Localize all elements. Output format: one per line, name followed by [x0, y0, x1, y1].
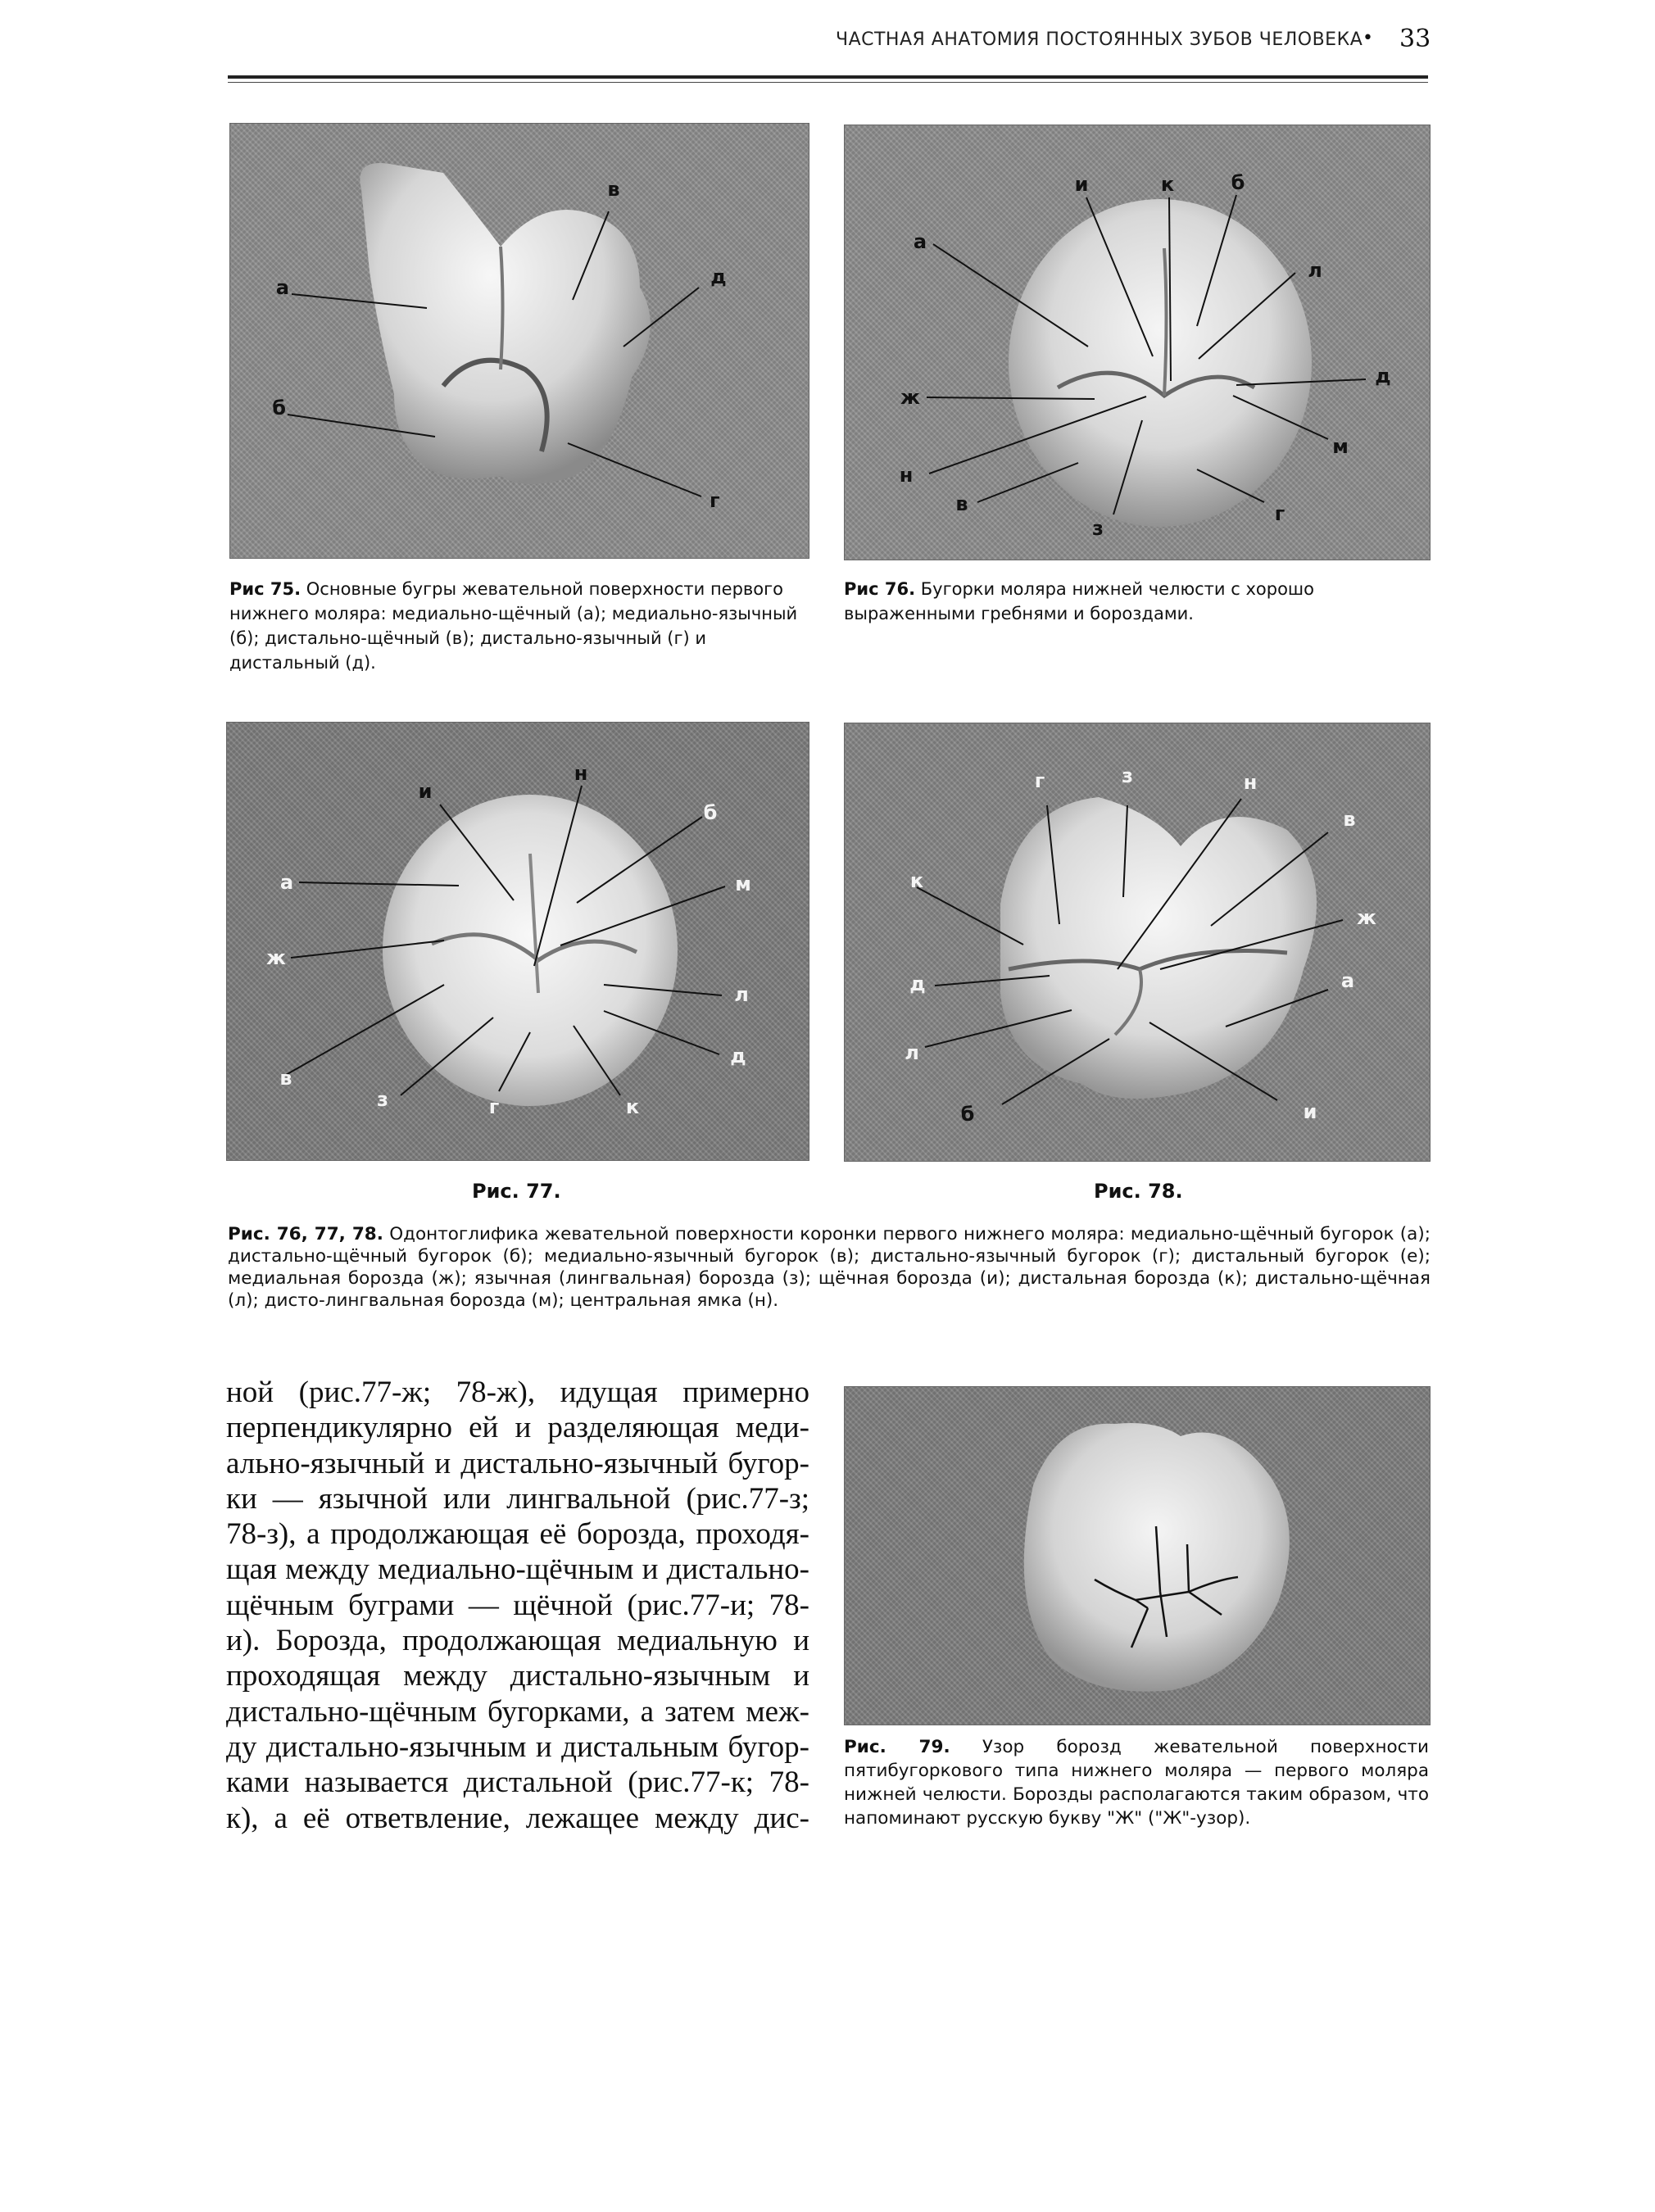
figure-75-photo	[229, 123, 809, 559]
caption-item: медиальная борозда (ж);	[228, 1268, 467, 1289]
label-k: к	[1160, 173, 1175, 196]
caption-item: дистально-щёчный бугорок (б);	[228, 1246, 533, 1267]
label-i: и	[1303, 1100, 1317, 1123]
label-g: г	[1034, 769, 1045, 792]
text-line: к), а её ответвление, лежащее между дис-	[226, 1801, 809, 1835]
label-b: б	[703, 801, 718, 824]
label-v: в	[279, 1067, 292, 1090]
caption-item: дисто-лингвальная борозда (м);	[264, 1290, 565, 1311]
label-k: к	[909, 869, 924, 892]
caption-label: Рис 75.	[229, 579, 302, 599]
label-n: н	[1243, 771, 1258, 794]
caption-item: дистальная борозда (к);	[1018, 1268, 1248, 1289]
label-l: л	[734, 983, 749, 1006]
figure-79-illustration	[845, 1387, 1430, 1725]
caption-label: Рис 76.	[844, 579, 916, 599]
label-v: в	[1343, 808, 1356, 831]
label-m: м	[1332, 435, 1349, 458]
caption-item: центральная ямка (н).	[569, 1290, 779, 1311]
label-k: к	[625, 1095, 640, 1118]
label-zh: ж	[266, 946, 286, 969]
label-a: а	[913, 230, 927, 253]
label-b: б	[960, 1103, 975, 1126]
label-g: г	[1274, 502, 1285, 525]
label-m: м	[735, 873, 751, 895]
label-d: д	[909, 972, 926, 995]
caption-item: дистально-язычный бугорок (г);	[870, 1246, 1181, 1267]
label-g: г	[710, 489, 720, 512]
caption-item: язычная (лингвальная) борозда (з);	[474, 1268, 812, 1289]
text-line: 78-з), а продолжающая её борозда, проходя-	[226, 1517, 809, 1552]
figure-75-illustration	[230, 124, 809, 558]
body-paragraph	[226, 1375, 809, 1836]
label-b: б	[1231, 171, 1245, 194]
caption-text: Бугорки моляра нижней челюсти с хорошо выраженными гребнями и бороздами.	[844, 579, 1314, 623]
caption-item: щёчная борозда (и);	[818, 1268, 1011, 1289]
figure-78-label: Рис. 78.	[1094, 1180, 1183, 1203]
text-line: перпендикулярно ей и разделяющая меди-	[226, 1411, 809, 1445]
tooth-crown	[1024, 1423, 1290, 1692]
text-line: ки — язычной или лингвальной (рис.77-з;	[226, 1481, 809, 1516]
label-d: д	[730, 1045, 746, 1067]
text-line: проходящая между дистально-язычным и	[226, 1659, 809, 1693]
tooth-crown	[360, 163, 651, 484]
label-a: а	[1340, 969, 1355, 992]
figure-78-photo	[844, 723, 1431, 1162]
caption-text: Узор борозд жевательной поверхности пятибугоркового типа нижнего моляра — первого моляра нижней челюсти. Борозды располагаются таким образом, что напоминают русскую букву "Ж" ("Ж"-узор).	[844, 1737, 1429, 1829]
figure-79-caption	[844, 1735, 1429, 1830]
text-line: ду дистально-язычным и дистальным бугор-	[226, 1729, 809, 1764]
text-line: ной (рис.77-ж; 78-ж), идущая примерно	[226, 1376, 809, 1409]
text-line: ками называется дистальной (рис.77-к; 78-	[226, 1766, 809, 1800]
figure-77-label: Рис. 77.	[472, 1180, 561, 1203]
label-i: и	[1074, 173, 1089, 196]
text-line: дистально-щёчным бугорками, а затем меж-	[226, 1694, 809, 1729]
label-b: б	[272, 397, 286, 419]
label-zh: ж	[900, 386, 920, 409]
header-rule	[228, 75, 1428, 79]
label-a: а	[275, 276, 289, 299]
label-z: з	[1122, 764, 1133, 787]
caption-item: дистально-щёчная (л);	[228, 1268, 1431, 1311]
label-d: д	[1375, 365, 1391, 388]
running-header: ЧАСТНАЯ АНАТОМИЯ ПОСТОЯННЫХ ЗУБОВ ЧЕЛОВЕКА	[836, 29, 1363, 50]
label-n: н	[899, 464, 914, 487]
header-bullet: •	[1363, 28, 1373, 48]
label-n: н	[574, 762, 588, 785]
label-g: г	[488, 1095, 500, 1118]
caption-label: Рис. 76, 77, 78.	[228, 1224, 383, 1244]
text-line: щёчным буграми — щёчной (рис.77-и; 78-	[226, 1588, 809, 1622]
label-v: в	[955, 492, 968, 515]
caption-title: Одонтоглифика жевательной поверхности коронки первого нижнего моляра:	[389, 1224, 1125, 1244]
label-i: и	[418, 780, 433, 803]
figure-77-photo	[226, 722, 809, 1161]
figure-76-photo	[844, 125, 1431, 560]
label-d: д	[710, 265, 727, 288]
page-number: 33	[1399, 25, 1431, 53]
caption-item: медиально-щёчный бугорок (а);	[1130, 1224, 1431, 1244]
label-v: в	[607, 178, 620, 201]
caption-text: Основные бугры жевательной поверхности первого нижнего моляра: медиально-щёчный (а); медиально-язычный (б); дистально-щёчный (в); дистально-язычный (г) и дистальный (д).	[229, 579, 798, 673]
label-a: а	[279, 871, 294, 894]
label-l: л	[1308, 259, 1322, 282]
text-line: и). Борозда, продолжающая медиальную и	[226, 1624, 809, 1658]
label-l: л	[905, 1041, 919, 1064]
label-zh: ж	[1357, 906, 1376, 929]
header-rule-thin	[228, 82, 1428, 83]
figure-77-illustration	[227, 723, 809, 1160]
caption-label: Рис. 79.	[844, 1737, 950, 1757]
figure-76-illustration	[845, 125, 1430, 560]
caption-item: дистальный бугорок (е);	[1191, 1246, 1431, 1267]
joint-caption	[228, 1223, 1431, 1312]
text-line: ально-язычный и дистально-язычный бугор-	[226, 1446, 809, 1480]
caption-item: медиально-язычный бугорок (в);	[544, 1246, 860, 1267]
figure-79-photo	[844, 1386, 1431, 1725]
label-z: з	[1092, 517, 1104, 540]
figure-76-caption	[844, 577, 1429, 626]
tooth-crown	[1000, 797, 1317, 1099]
tooth-crown	[1009, 199, 1312, 527]
text-line: щая между медиально-щёчным и дистально-	[226, 1552, 809, 1587]
label-z: з	[377, 1088, 388, 1111]
figure-78-illustration	[845, 723, 1430, 1161]
figure-75-caption	[229, 577, 808, 675]
